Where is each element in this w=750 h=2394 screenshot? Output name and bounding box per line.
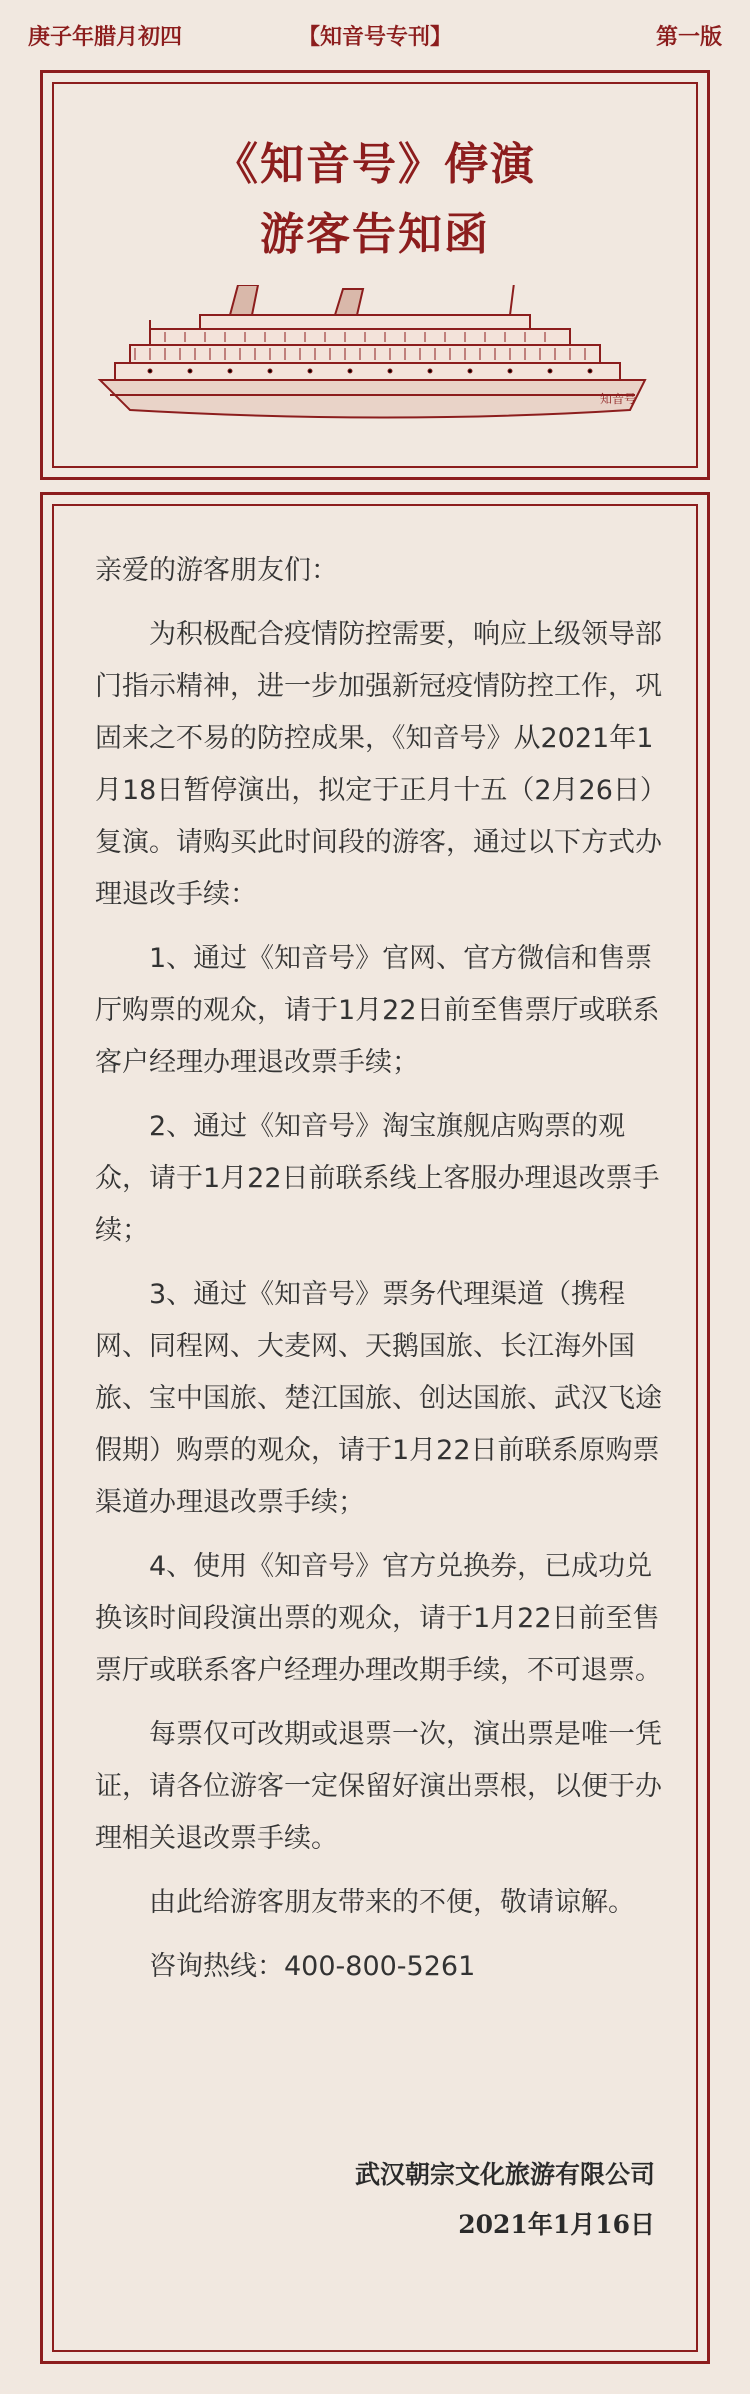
method-item: 3、通过《知音号》票务代理渠道（携程网、同程网、大麦网、天鹅国旅、长江海外国旅、宝中国旅、楚江国旅、创达国旅、武汉飞途假期）购票的观众，请于1月22日前联系原购票渠道办理退改票手续； [95,1279,662,1518]
ship-name: 知音号 [600,392,637,406]
headline-line-2: 游客告知函 [260,209,490,260]
greeting: 亲爱的游客朋友们： [95,555,338,586]
intro-paragraph: 为积极配合疫情防控需要，响应上级领导部门指示精神，进一步加强新冠疫情防控工作，巩固来之不易的防控成果，《知音号》从2021年1月18日暂停演出，拟定于正月十五（2月26日）复演。请购买此时间段的游客，通过以下方式办理退改手续： [95,619,662,910]
signature-date: 2021年1月16日 [458,2210,655,2239]
headline-line-1: 《知音号》停演 [214,139,536,190]
apology-paragraph: 由此给游客朋友带来的不便，敬请谅解。 [149,1887,635,1918]
company-signature: 武汉朝宗文化旅游有限公司 [354,2160,655,2189]
ship-illustration [90,285,660,435]
column-title: 【知音号专刊】 [297,24,452,50]
hotline: 咨询热线：400-800-5261 [149,1951,476,1982]
masthead-bar [0,0,750,70]
edition-label: 第一版 [655,24,722,50]
note-paragraph: 每票仅可改期或退票一次，演出票是唯一凭证，请各位游客一定保留好演出票根，以便于办理相关退改票手续。 [95,1719,662,1854]
letter-content [95,545,665,2005]
method-item: 2、通过《知音号》淘宝旗舰店购票的观众，请于1月22日前联系线上客服办理退改票手续； [95,1111,660,1246]
lunar-date: 庚子年腊月初四 [28,24,183,50]
method-item: 4、使用《知音号》官方兑换券，已成功兑换该时间段演出票的观众，请于1月22日前至售票厅或联系客户经理办理改期手续，不可退票。 [95,1551,662,1686]
method-item: 1、通过《知音号》官网、官方微信和售票厅购票的观众，请于1月22日前至售票厅或联系客户经理办理退改票手续； [95,943,660,1078]
